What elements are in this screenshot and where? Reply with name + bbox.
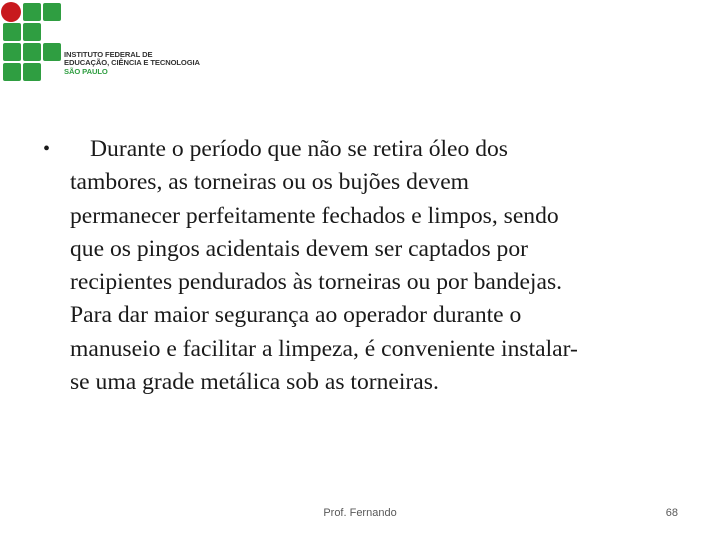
page-number: 68 — [665, 507, 678, 519]
logo-text — [64, 51, 210, 76]
logo-square — [43, 43, 61, 61]
logo-grid-icon — [0, 0, 62, 84]
logo-square — [23, 3, 41, 21]
logo-square — [23, 23, 41, 41]
logo-square — [3, 63, 21, 81]
logo-square — [23, 43, 41, 61]
footer-author: Prof. Fernando — [323, 507, 397, 519]
logo-square — [3, 23, 21, 41]
body-line: Para dar maior segurança ao operador durante o — [70, 302, 522, 329]
logo-square — [23, 63, 41, 81]
body-line: se uma grade metálica sob as torneiras. — [70, 369, 439, 396]
bullet-marker: • — [43, 138, 51, 160]
logo-line-campus: SÃO PAULO — [64, 66, 108, 76]
logo-square — [3, 43, 21, 61]
body-line: recipientes pendurados às torneiras ou por bandejas. — [70, 269, 563, 296]
body-line: manuseio e facilitar a limpeza, é conveniente instalar- — [70, 335, 578, 362]
body-line: que os pingos acidentais devem ser captados por — [70, 235, 528, 262]
logo-line-institute: INSTITUTO FEDERAL DE — [64, 50, 153, 59]
logo-square — [43, 3, 61, 21]
institute-logo — [0, 0, 210, 90]
body-line: Durante o período que não se retira óleo dos — [90, 136, 508, 162]
body-line: tambores, as torneiras ou os bujões devem — [70, 169, 470, 196]
logo-line-education: EDUCAÇÃO, CIÊNCIA E TECNOLOGIA — [64, 58, 200, 68]
body-text — [43, 133, 680, 399]
logo-red-circle — [1, 2, 21, 22]
body-line: permanecer perfeitamente fechados e limpos, sendo — [70, 202, 559, 229]
